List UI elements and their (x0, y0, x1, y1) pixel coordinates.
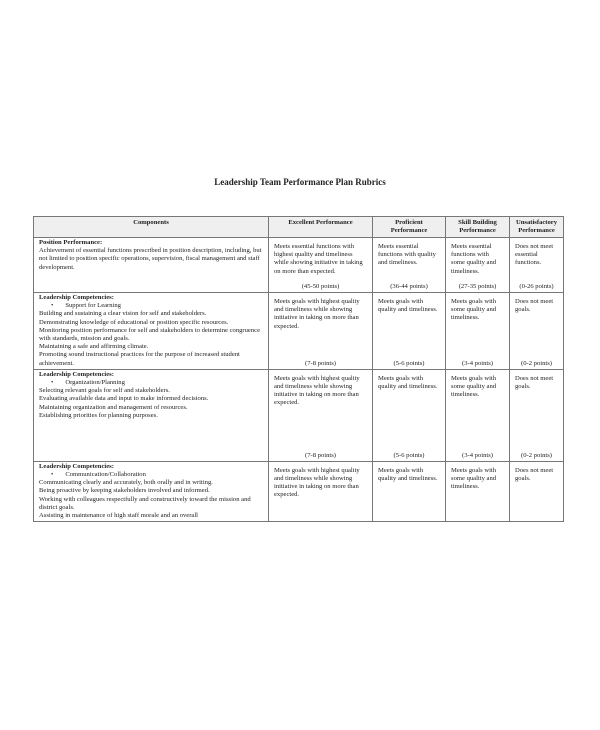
table-row (34, 369, 564, 461)
component-line: Promoting sound instructional practices for the purpose of increased student achievement. (39, 351, 240, 367)
rating-description: Does not meet goals. (515, 466, 554, 483)
component-cell (34, 238, 269, 293)
component-bullet: • Organization/Planning (39, 379, 263, 387)
component-line: Monitoring position performance for self and stakeholders to determine congruence with standards, mission and goals. (39, 326, 261, 343)
document-title: Leadership Team Performance Plan Rubrics (214, 177, 386, 187)
points-range: (7-8 points) (305, 359, 336, 367)
component-line: Assisting in maintenance of high staff morale and an overall (39, 512, 199, 520)
rating-description: Does not meet goals. (515, 374, 554, 391)
rating-cell (269, 293, 373, 370)
component-bullet: • Support for Learning (39, 302, 263, 310)
component-cell (34, 293, 269, 370)
table-row (34, 461, 564, 521)
component-line: Maintaining organization and management of resources. (39, 403, 188, 411)
rating-cell (373, 369, 446, 461)
table-row (34, 293, 564, 370)
rating-description: Meets essential functions with some quality and timeliness. (451, 243, 497, 275)
rating-cell (510, 369, 564, 461)
rating-description: Meets goals with some quality and timeliness. (451, 298, 497, 322)
component-line: Being proactive by keeping stakeholders involved and informed. (39, 487, 210, 495)
rating-description: Meets goals with highest quality and timeliness while showing initiative in taking on more than expected. (274, 466, 360, 499)
points-range: (45-50 points) (301, 282, 340, 290)
points-range: (5-6 points) (393, 451, 425, 459)
rating-cell (373, 238, 446, 293)
component-cell (34, 369, 269, 461)
component-heading: Leadership Competencies: (39, 462, 114, 470)
rating-description: Meets goals with some quality and timeliness. (451, 374, 497, 399)
points-range: (7-8 points) (305, 451, 336, 459)
rating-cell (446, 369, 510, 461)
component-line: Communicating clearly and accurately, both orally and in writing. (39, 479, 213, 487)
points-range: (36-44 points) (390, 282, 428, 290)
component-heading: Position Performance: (39, 239, 103, 246)
table-row (34, 238, 564, 293)
component-heading: Leadership Competencies: (39, 294, 114, 301)
rating-cell (269, 461, 373, 521)
component-bullet: • Communication/Collaboration (39, 471, 263, 479)
rating-description: Meets goals with highest quality and timeliness while showing initiative in taking on more than expected. (274, 374, 360, 407)
component-line: Demonstrating knowledge of educational or position specific resources. (39, 318, 229, 326)
points-range: (3-4 points) (462, 451, 493, 459)
rating-cell (510, 238, 564, 293)
rating-cell (510, 461, 564, 521)
points-range: (0-2 points) (521, 451, 552, 459)
rating-cell (510, 293, 564, 370)
rating-description: Meets goals with quality and timeliness. (378, 298, 438, 314)
rating-cell (373, 293, 446, 370)
rating-description: Meets goals with quality and timeliness. (378, 374, 438, 391)
component-heading: Leadership Competencies: (39, 370, 114, 378)
points-range: (0-2 points) (521, 359, 552, 367)
rating-cell (446, 461, 510, 521)
points-range: (27-35 points) (458, 282, 497, 290)
component-cell (34, 461, 269, 521)
rating-cell (269, 369, 373, 461)
points-range: (3-4 points) (462, 359, 493, 367)
component-line: Maintaining a safe and affirming climate. (39, 343, 149, 351)
rating-description: Does not meet goals. (515, 298, 554, 314)
points-range: (5-6 points) (393, 359, 425, 367)
rating-description: Does not meet essential functions. (515, 243, 554, 267)
component-line: Selecting relevant goals for self and stakeholders. (39, 387, 170, 395)
component-line: Evaluating available data and input to make informed decisions. (39, 395, 209, 403)
rating-cell (446, 238, 510, 293)
column-header: Excellent Performance (269, 217, 373, 238)
component-line: Working with colleagues respectfully and constructively toward the mission and district goals. (39, 495, 251, 511)
rating-description: Meets goals with some quality and timeliness. (451, 466, 497, 491)
points-range: (0-26 points) (519, 282, 554, 290)
column-header: Components (34, 217, 269, 238)
rating-cell (373, 461, 446, 521)
rating-description: Meets essential functions with quality and timeliness. (378, 243, 436, 267)
rating-cell (446, 293, 510, 370)
component-line: Building and sustaining a clear vision for self and stakeholders. (39, 310, 207, 318)
column-header: Skill Building Performance (446, 217, 510, 238)
rating-description: Meets goals with quality and timeliness. (378, 466, 438, 483)
column-header: Unsatisfactory Performance (510, 217, 564, 238)
rating-description: Meets goals with highest quality and timeliness while showing initiative in taking on more than expected. (274, 298, 360, 330)
rubric-table (33, 216, 564, 522)
rating-description: Meets essential functions with highest quality and timeliness while showing initiative in taking on more than expected. (274, 243, 363, 275)
component-line: Establishing priorities for planning purposes. (39, 411, 158, 419)
component-line: Achievement of essential functions prescribed in position description, including, but not limited to position specific operations, supervision, fiscal management and staff development. (39, 247, 262, 271)
column-header: Proficient Performance (373, 217, 446, 238)
rating-cell (269, 238, 373, 293)
